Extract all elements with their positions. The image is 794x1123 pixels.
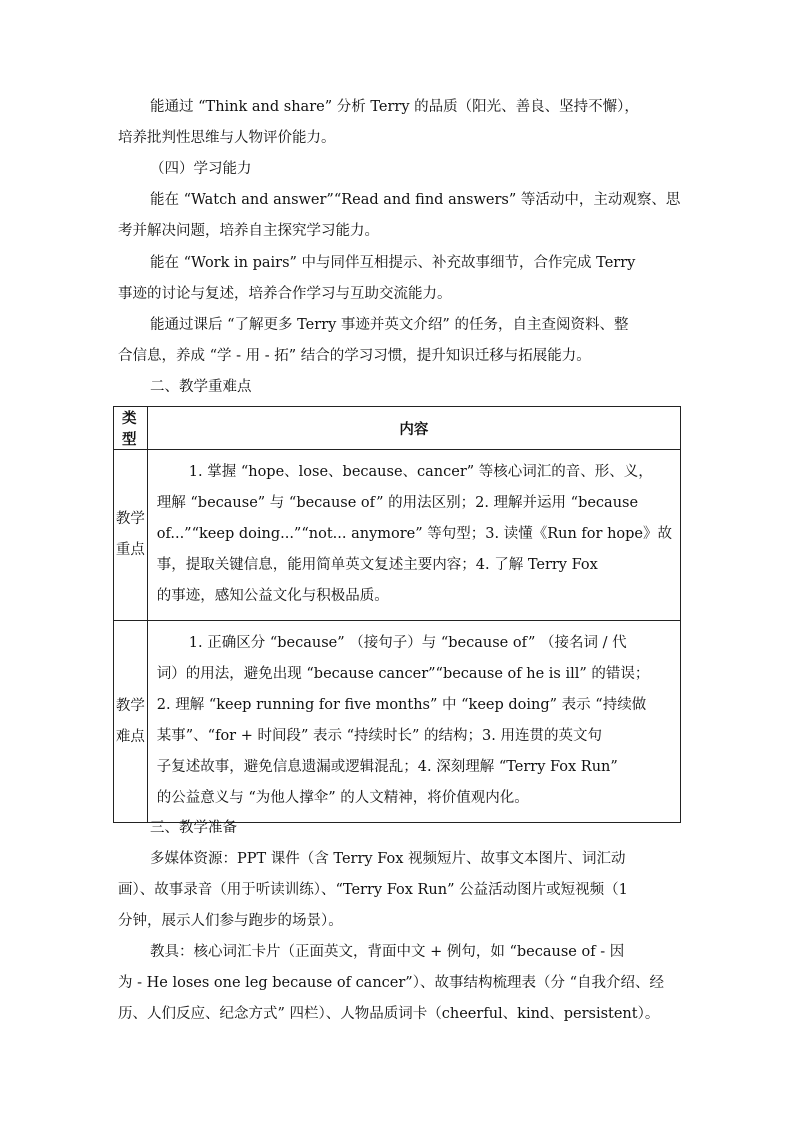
table-cell-line: 某事”、“for + 时间段” 表示 “持续时长” 的结构；3. 用连贯的英文句 xyxy=(156,728,602,744)
row-label-difficulties xyxy=(114,621,148,823)
table-row-key-points xyxy=(114,450,681,621)
row-label-line: 重点 xyxy=(115,542,145,558)
paragraph-media-line3: 分钟，展示人们参与跑步的场景）。 xyxy=(118,913,343,929)
paragraph-pairs-line1: 能在 “Work in pairs” 中与同伴互相提示、补充故事细节，合作完成 Terry xyxy=(150,255,636,271)
row-label-key-points xyxy=(114,450,148,621)
heading-preparation: 三、教学准备 xyxy=(150,820,237,836)
row-label-line: 教学 xyxy=(115,697,145,714)
table-row-difficulties xyxy=(114,621,681,823)
key-points-table xyxy=(113,406,681,823)
table-cell-line: 子复述故事，避免信息遗漏或逻辑混乱；4. 深刻理解 “Terry Fox Run” xyxy=(156,759,618,775)
cell-difficulties-content xyxy=(147,621,680,823)
heading-key-points: 二、教学重难点 xyxy=(150,379,252,395)
table-cell-line: 2. 理解 “keep running for five months” 中 “keep doing” 表示 “持续做 xyxy=(156,697,647,713)
paragraph-media-line1: 多媒体资源：PPT 课件（含 Terry Fox 视频短片、故事文本图片、词汇动 xyxy=(150,851,626,867)
table-cell-line: 事，提取关键信息，能用简单英文复述主要内容；4. 了解 Terry Fox xyxy=(156,557,598,573)
table-cell-line: 的公益意义与 “为他人撑伞” 的人文精神，将价值观内化。 xyxy=(156,790,529,806)
paragraph-watch-line2: 考并解决问题，培养自主探究学习能力。 xyxy=(118,223,379,239)
paragraph-think-share-line2: 培养批判性思维与人物评价能力。 xyxy=(118,130,336,146)
paragraph-after-class-line1: 能通过课后 “了解更多 Terry 事迹并英文介绍” 的任务，自主查阅资料、整 xyxy=(150,317,629,333)
table-cell-line: 的事迹，感知公益文化与积极品质。 xyxy=(156,588,389,604)
table-header-type: 类型 xyxy=(114,407,148,450)
paragraph-pairs-line2: 事迹的讨论与复述，培养合作学习与互助交流能力。 xyxy=(118,286,452,302)
table-cell-line: of...”“keep doing...”“not... anymore” 等句型；3. 读懂《Run for hope》故 xyxy=(156,526,672,542)
paragraph-after-class-line2: 合信息，养成 “学 - 用 - 拓” 结合的学习习惯，提升知识迁移与拓展能力。 xyxy=(118,348,591,364)
table-cell-line: 词）的用法，避免出现 “because cancer”“because of he is ill” 的错误； xyxy=(156,666,650,682)
table-cell-line: 理解 “because” 与 “because of” 的用法区别；2. 理解并运用 “because xyxy=(156,495,639,511)
table-header-content: 内容 xyxy=(147,407,680,450)
paragraph-think-share-line1: 能通过 “Think and share” 分析 Terry 的品质（阳光、善良、坚持不懈）， xyxy=(150,99,639,115)
table-cell-line: 1. 掌握 “hope、lose、because、cancer” 等核心词汇的音、形、义， xyxy=(188,464,653,480)
table-cell-line: 1. 正确区分 “because” （接句子）与 “because of” （接名词 / 代 xyxy=(188,635,627,651)
table-header-row xyxy=(114,407,681,450)
paragraph-watch-line1: 能在 “Watch and answer”“Read and find answers” 等活动中，主动观察、思 xyxy=(150,192,681,208)
paragraph-media-line2: 画）、故事录音（用于听读训练）、“Terry Fox Run” 公益活动图片或短视频（1 xyxy=(118,882,628,898)
heading-learning-ability: （四）学习能力 xyxy=(150,161,252,177)
row-label-line: 教学 xyxy=(115,511,145,527)
cell-key-points-content xyxy=(147,450,680,621)
paragraph-tools-line1: 教具：核心词汇卡片（正面英文，背面中文 + 例句，如 “because of - 因 xyxy=(150,944,625,960)
paragraph-tools-line3: 历、人们反应、纪念方式” 四栏）、人物品质词卡（cheerful、kind、persistent）。 xyxy=(118,1006,660,1022)
row-label-line: 难点 xyxy=(115,728,145,745)
paragraph-tools-line2: 为 - He loses one leg because of cancer”）、故事结构梳理表（分 “自我介绍、经 xyxy=(118,975,664,991)
